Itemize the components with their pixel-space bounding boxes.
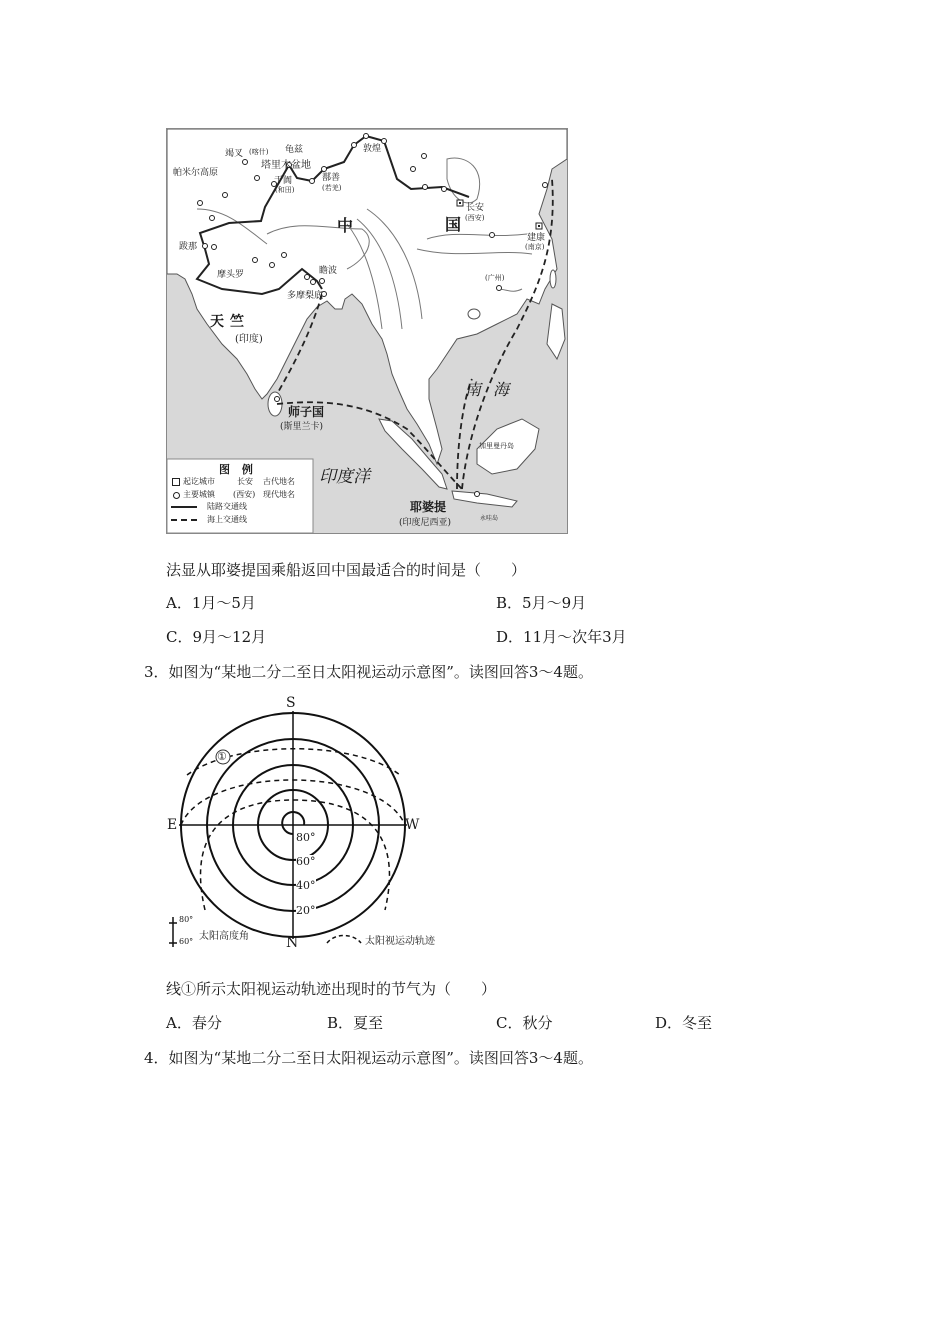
question2-stem: 法显从耶婆提国乘船返回中国最适合的时间是（ ）	[166, 561, 527, 579]
question2-option-c[interactable]: C．9月～12月	[166, 628, 267, 646]
legend-scale-80: 80°	[179, 915, 194, 924]
question4-intro	[144, 1048, 593, 1068]
label-guo: 国	[445, 215, 462, 234]
legend-sun-track: 太阳视运动轨迹	[365, 936, 435, 947]
label-guangzhou: (广州)	[485, 274, 505, 282]
label-pamir: 帕米尔高原	[173, 168, 219, 178]
question3-option-a[interactable]: A．春分	[166, 1014, 222, 1032]
start-city-icon	[172, 478, 180, 486]
label-kashgar-modern: (喀什)	[249, 148, 269, 156]
legend-ancient-sample: 长安	[237, 477, 253, 486]
question3-intro	[144, 662, 593, 682]
label-champa: 瞻波	[319, 266, 338, 276]
label-changan-modern: (西安)	[465, 214, 485, 222]
sun-path-diagram	[165, 695, 445, 957]
label-khotan-modern: (和田)	[275, 186, 295, 194]
question3-option-d[interactable]: D．冬至	[655, 1014, 713, 1032]
legend-ancient-name: 古代地名	[263, 477, 295, 486]
question2-option-a[interactable]: A．1月～5月	[166, 594, 256, 612]
question3-number: 3．	[144, 663, 169, 681]
label-south-sea: 南海	[465, 380, 522, 399]
direction-n: N	[286, 935, 299, 951]
label-changan: 长安	[466, 203, 485, 213]
legend-land-route: 陆路交通线	[207, 502, 247, 511]
legend-altitude-angle: 太阳高度角	[199, 931, 249, 942]
label-dunhuang: 敦煌	[363, 144, 382, 154]
question3-intro-text: 如图为“某地二分二至日太阳视运动示意图”。读图回答3～4题。	[168, 663, 593, 681]
label-yepoti: 耶婆提	[410, 500, 447, 514]
label-kalimantan: 加里曼丹岛	[479, 442, 514, 450]
label-mathura: 摩头罗	[217, 270, 245, 280]
question3-option-b[interactable]: B．夏至	[327, 1014, 384, 1032]
legend-title: 图 例	[219, 463, 257, 476]
question2-option-b[interactable]: B．5月～9月	[496, 594, 587, 612]
label-zhong: 中	[337, 216, 354, 235]
direction-w: W	[405, 817, 420, 833]
question4-intro-text: 如图为“某地二分二至日太阳视运动示意图”。读图回答3～4题。	[168, 1049, 593, 1067]
label-tianzhu: 天竺	[210, 314, 250, 330]
label-indian-ocean: 印度洋	[319, 467, 370, 487]
label-tamralipti: 多摩梨底	[287, 291, 324, 301]
altitude-label-20: 20°	[296, 904, 316, 917]
label-jiankang: 建康	[527, 233, 546, 243]
label-yepoti-modern: (印度尼西亚)	[399, 518, 452, 528]
label-tianzhu-modern: (印度)	[235, 334, 263, 345]
label-tuona: 跋那	[179, 242, 198, 252]
label-java-island: 永哇岛	[480, 515, 499, 522]
question3-option-c[interactable]: C．秋分	[496, 1014, 553, 1032]
altitude-label-80: 80°	[296, 831, 316, 844]
altitude-label-60: 60°	[296, 855, 316, 868]
legend-sea-route: 海上交通线	[207, 515, 247, 524]
label-shanshan-modern: (若羌)	[322, 184, 342, 192]
label-shiziguo-modern: (斯里兰卡)	[280, 422, 324, 432]
legend-start-city: 起讫城市	[183, 477, 215, 486]
legend-modern-name: 现代地名	[263, 490, 295, 499]
legend-modern-sample: (西安)	[233, 490, 256, 499]
question3-stem: 线①所示太阳视运动轨迹出现时的节气为（ ）	[166, 980, 497, 998]
faxian-route-map	[166, 128, 568, 534]
track-marker-1: ①	[217, 750, 227, 763]
label-shanshan: 鄯善	[322, 173, 341, 183]
question4-number: 4．	[144, 1049, 169, 1067]
label-tarim-basin: 塔里木盆地	[261, 160, 311, 171]
altitude-label-40: 40°	[296, 879, 316, 892]
question2-option-d[interactable]: D．11月～次年3月	[496, 628, 627, 646]
direction-s: S	[286, 695, 296, 711]
land-route-line-icon	[171, 506, 197, 508]
label-shiziguo: 师子国	[288, 405, 325, 419]
legend-scale-60: 60°	[179, 937, 194, 946]
sea-route-line-icon	[171, 519, 197, 521]
direction-e: E	[167, 817, 178, 833]
label-kashgar: 竭叉	[225, 149, 244, 159]
major-town-icon	[173, 492, 180, 499]
label-jiankang-modern: (南京)	[525, 243, 545, 251]
label-kucha: 龟兹	[285, 145, 304, 155]
legend-major-town: 主要城镇	[183, 490, 215, 499]
label-khotan: 于阗	[274, 176, 293, 186]
